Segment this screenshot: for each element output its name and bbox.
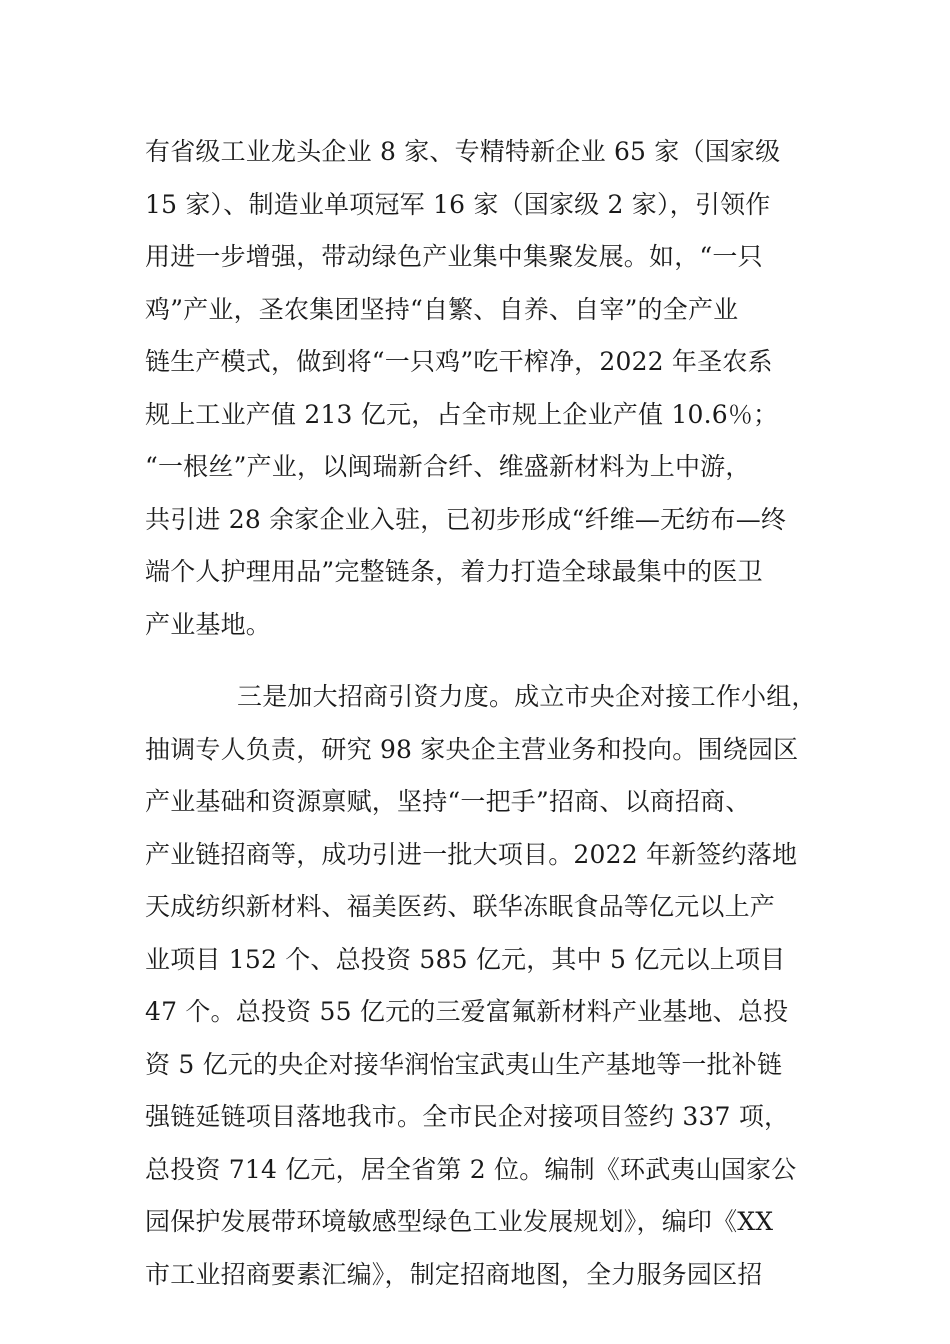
text-line: 产业基地。 [145,609,272,639]
paragraph-investment-attraction [145,671,825,1301]
text-line: 资 5 亿元的央企对接华润怡宝武夷山生产基地等一批补链 [145,1049,783,1079]
text-line-indented: 三是加大招商引资力度。成立市央企对接工作小组， [237,682,817,711]
text-line: 47 个。总投资 55 亿元的三爱富氟新材料产业基地、总投 [145,997,789,1026]
text-line: 15 家）、制造业单项冠军 16 家（国家级 2 家），引领作 [145,189,771,219]
paragraph-spacer [145,651,825,671]
text-line: 用进一步增强，带动绿色产业集中集聚发展。如，“一只 [145,242,763,271]
paragraph-industry-chain [145,126,825,651]
text-line: 强链延链项目落地我市。全市民企对接项目签约 337 项， [145,1102,790,1131]
document-body [145,126,825,1301]
text-line: 市工业招商要素汇编》，制定招商地图，全力服务园区招 [145,1259,763,1289]
text-line: 天成纺织新材料、福美医药、联华冻眠食品等亿元以上产 [145,892,776,921]
text-line: 产业基础和资源禀赋，坚持“一把手”招商、以商招商、 [145,787,751,816]
text-line: 链生产模式，做到将“一只鸡”吃干榨净，2022 年圣农系 [145,347,773,376]
text-line: 总投资 714 亿元，居全省第 2 位。编制《环武夷山国家公 [145,1154,797,1184]
text-line: 园保护发展带环境敏感型绿色工业发展规划》，编印《XX [145,1207,774,1236]
text-line: 抽调专人负责，研究 98 家央企主营业务和投向。围绕园区 [145,734,799,764]
text-line: 鸡”产业，圣农集团坚持“自繁、自养、自宰”的全产业 [145,294,739,324]
text-line: 共引进 28 余家企业入驻，已初步形成“纤维—无纺布—终 [145,504,787,534]
text-line: 端个人护理用品”完整链条，着力打造全球最集中的医卫 [145,557,763,586]
text-line: 业项目 152 个、总投资 585 亿元，其中 5 亿元以上项目 [145,944,786,974]
text-line: 规上工业产值 213 亿元，占全市规上企业产值 10.6％； [145,399,779,429]
text-line: 产业链招商等，成功引进一批大项目。2022 年新签约落地 [145,839,798,869]
text-line: 有省级工业龙头企业 8 家、专精特新企业 65 家（国家级 [145,137,781,166]
text-line: “一根丝”产业，以闽瑞新合纤、维盛新材料为上中游， [145,452,751,481]
